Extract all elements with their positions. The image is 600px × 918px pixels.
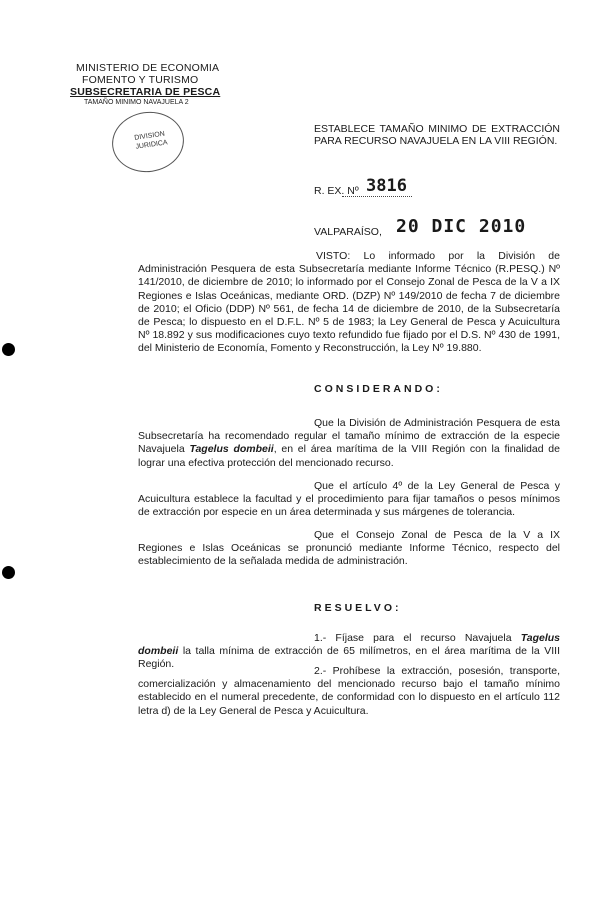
place-label: VALPARAÍSO, <box>314 226 382 238</box>
stamp-line-2: JURIDICA <box>135 139 169 151</box>
considerando-2: Que el artículo 4º de la Ley General de Pesca y Acuicultura establece la facultad y el procedimiento para fijar tamaños o pesos mínimos de extracción por especie en un área determinada y sus márgenes de tolerancia. <box>138 480 560 519</box>
letterhead-ministry: MINISTERIO DE ECONOMIA <box>76 62 220 74</box>
stamp-line-1: DIVISION <box>133 130 166 142</box>
letterhead-ministry-sub: FOMENTO Y TURISMO <box>82 74 199 86</box>
resolution-label: R. EX. Nº <box>314 185 359 197</box>
resolution-number-line <box>342 196 412 197</box>
letterhead-reference: TAMAÑO MINIMO NAVAJUELA 2 <box>84 99 189 106</box>
resuelvo-heading: RESUELVO: <box>314 602 402 614</box>
letterhead-subsecretaria: SUBSECRETARIA DE PESCA <box>70 86 221 98</box>
considerando-1-species: Tagelus dombeii <box>189 443 274 456</box>
resolution-number: 3816 <box>366 176 407 196</box>
considerando-1-text-b: , en el área marítima de la VIII Región con la finalidad de lograr una efectiva protección del mencionado recurso. <box>138 443 560 469</box>
punch-hole-top <box>2 343 15 356</box>
resuelvo-1-text-a: 1.- Fíjase para el recurso Navajuela <box>314 632 521 644</box>
visto-paragraph: VISTO: Lo informado por la División de Administración Pesquera de esta Subsecretaría mediante Informe Técnico (R.PESQ.) Nº 141/2010, de diciembre de 2010; lo informado por el Consejo Zonal de Pesca de la V a IX Regiones e Islas Oceánicas, mediante ORD. (DZP) Nº 149/2010 de fecha 7 de diciembre de 2010; el Oficio (DDP) Nº 561, de fecha 14 de diciembre de 2010, de la Subsecretaría de Pesca; lo dispuesto en el D.F.L. Nº 5 de 1983; la Ley General de Pesca y Acuicultura Nº 18.892 y sus modificaciones cuyo texto refundido fue fijado por el D.S. Nº 430 de 1991, del Ministerio de Economía, Fomento y Reconstrucción, la Ley Nº 19.880. <box>138 250 560 355</box>
letterhead <box>70 62 220 107</box>
considerando-3: Que el Consejo Zonal de Pesca de la V a IX Regiones e Islas Oceánicas se pronunció mediante Informe Técnico, respecto del establecimiento de la señalada medida de administración. <box>138 529 560 568</box>
date-stamp: 20 DIC 2010 <box>396 216 527 237</box>
considerando-1 <box>138 417 560 470</box>
considerando-heading: CONSIDERANDO: <box>314 383 443 395</box>
resuelvo-2: 2.- Prohíbese la extracción, posesión, transporte, comercialización y almacenamiento del mencionado recurso bajo el tamaño mínimo establecido en el numeral precedente, de conformidad con lo dispuesto en el artículo 112 letra d) de la Ley General de Pesca y Acuicultura. <box>138 665 560 717</box>
punch-hole-bottom <box>2 566 15 579</box>
division-juridica-stamp <box>108 107 188 176</box>
resuelvo-1-species: Tagelus dombeii <box>138 632 560 658</box>
considerando-1-text-a: Que la División de Administración Pesquera de esta Subsecretaría ha recomendado regular el tamaño mínimo de extracción de la especie Navajuela <box>138 417 560 456</box>
resuelvo-1-text-b: la talla mínima de extracción de 65 milímetros, en el área marítima de la VIII Región. <box>138 645 560 671</box>
document-title: ESTABLECE TAMAÑO MINIMO DE EXTRACCIÓN PARA RECURSO NAVAJUELA EN LA VIII REGIÓN. <box>314 123 560 147</box>
